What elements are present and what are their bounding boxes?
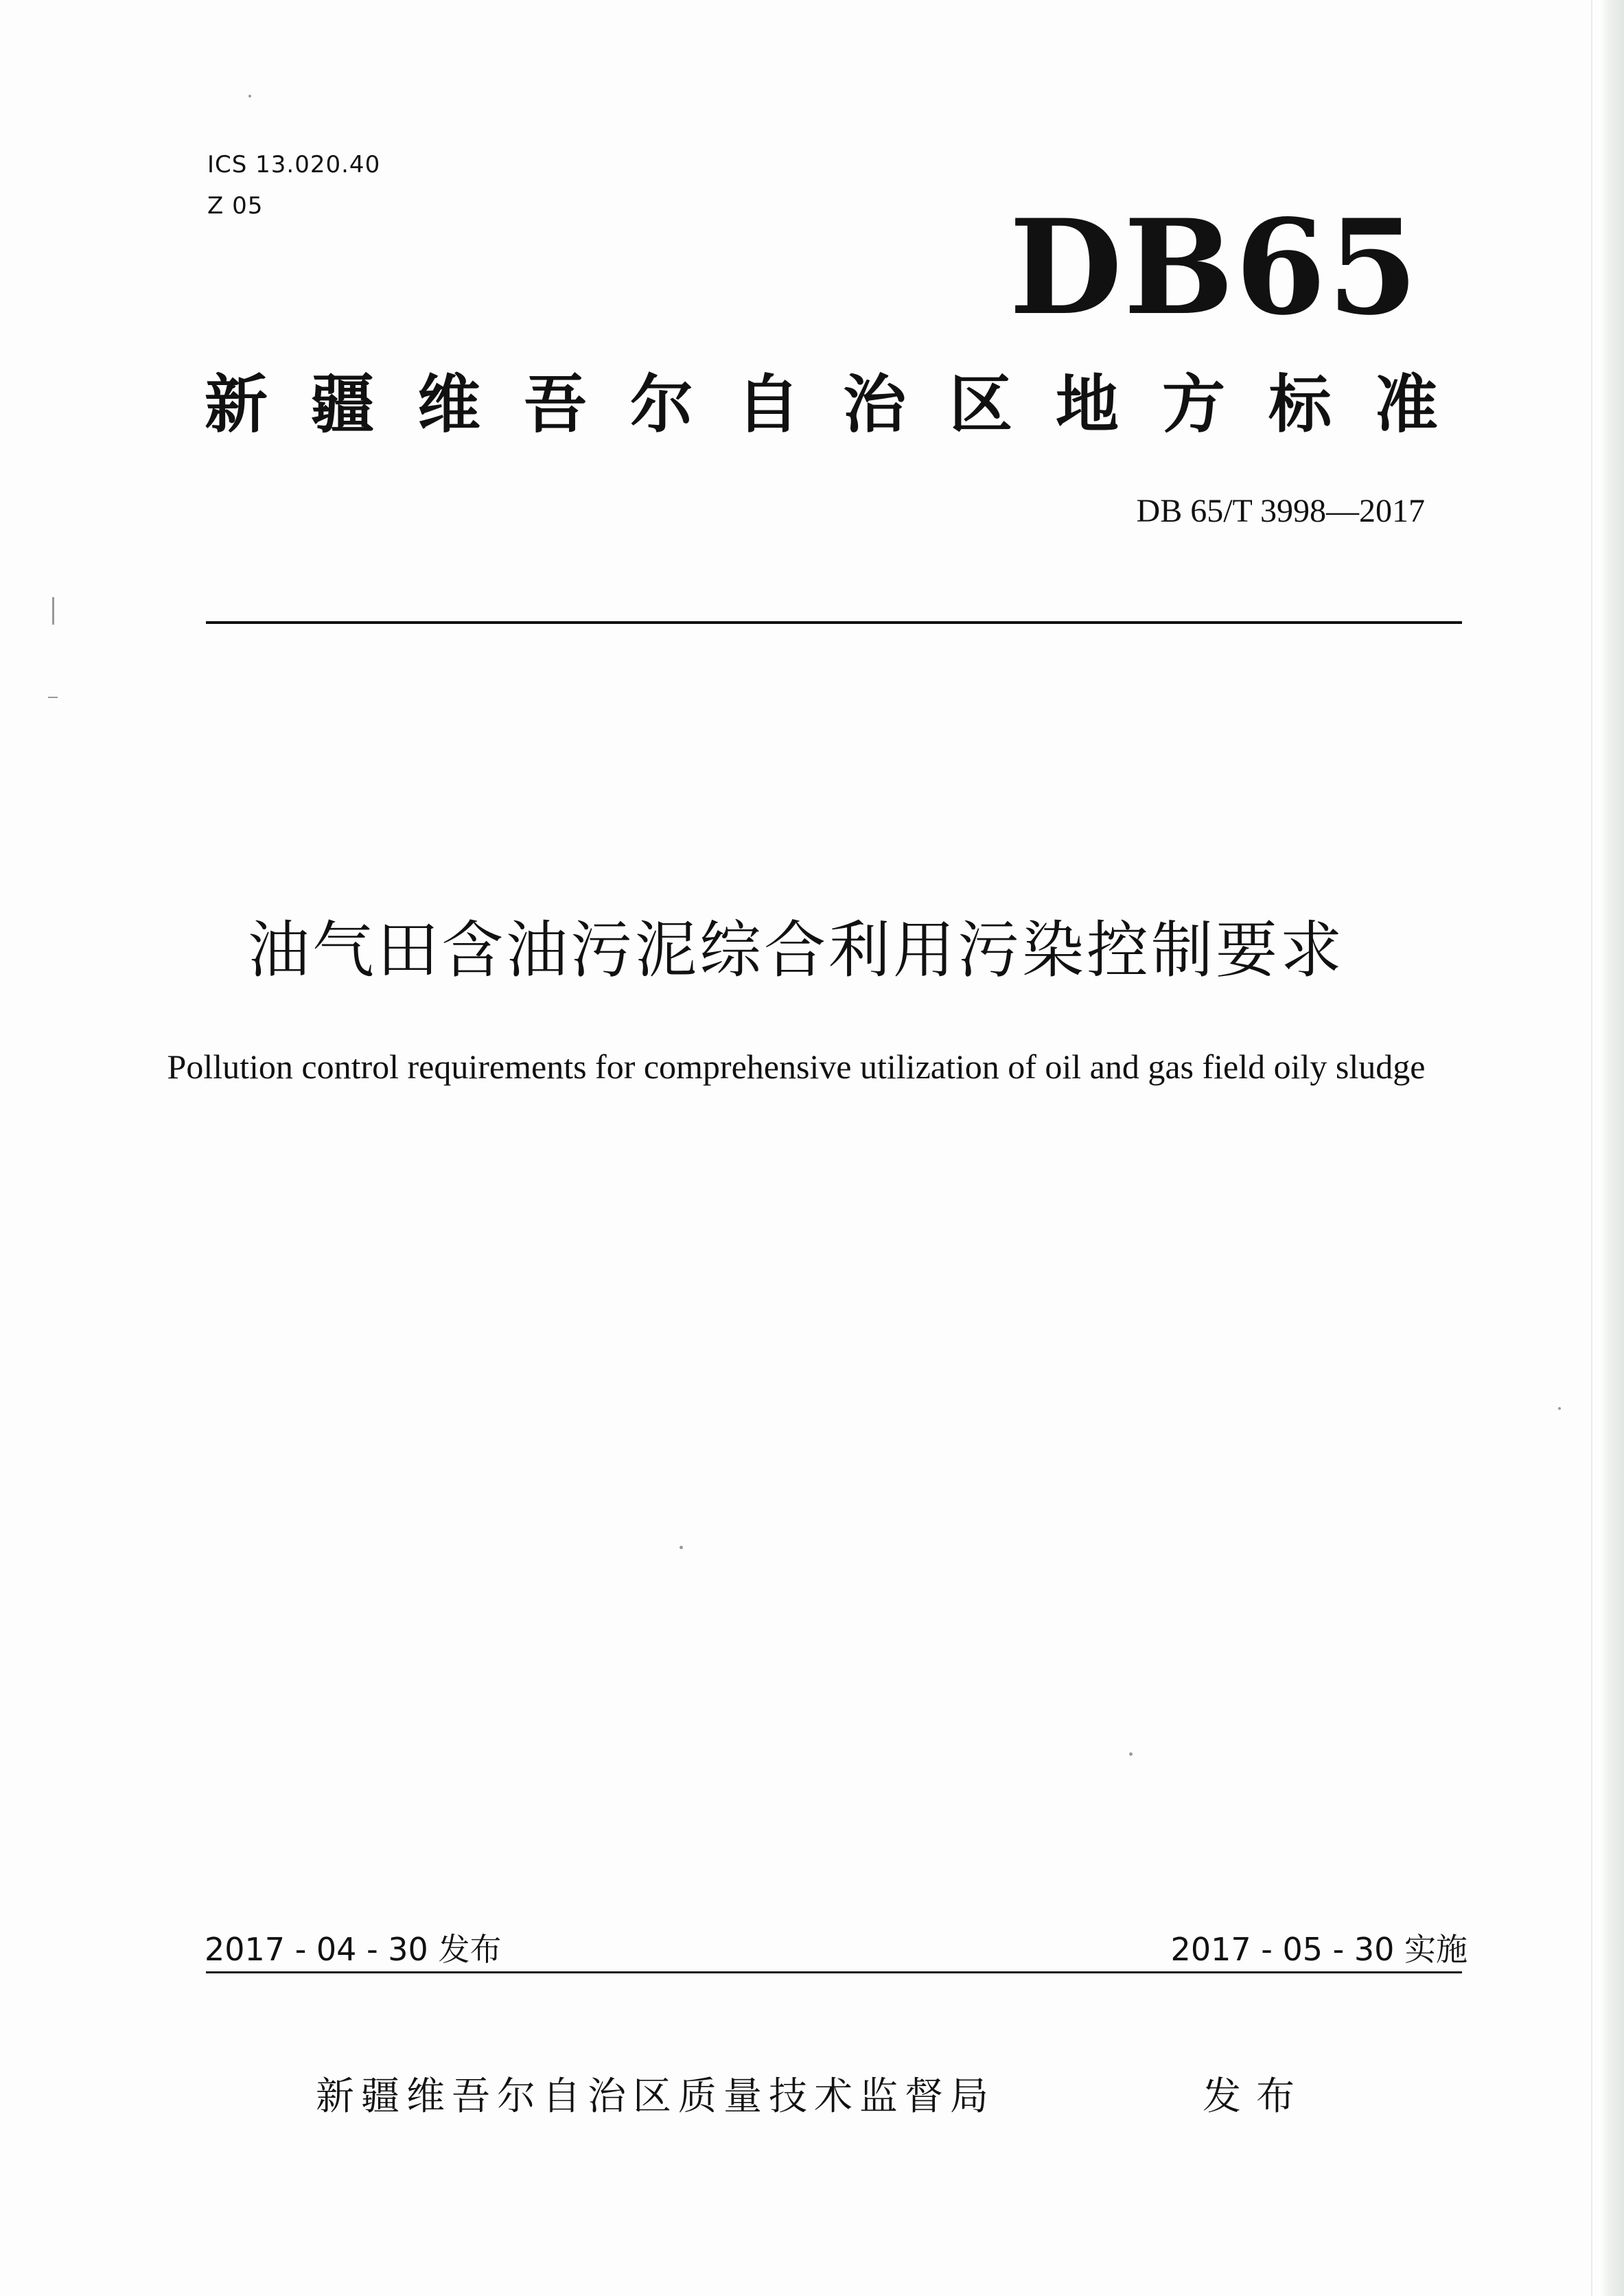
top-divider bbox=[206, 621, 1462, 624]
scan-edge-line bbox=[1591, 0, 1592, 2296]
bottom-divider bbox=[206, 1971, 1462, 1973]
title-chinese: 油气田含油污泥综合利用污染控制要求 bbox=[248, 914, 1345, 986]
scan-speck bbox=[248, 95, 251, 97]
standard-number: DB 65/T 3998—2017 bbox=[1136, 493, 1425, 529]
db-code-mark: DB65 bbox=[1009, 191, 1419, 344]
standard-type-heading: 新疆维吾尔自治区地方标准 bbox=[205, 368, 1482, 441]
scan-speck bbox=[680, 1546, 683, 1549]
scan-speck bbox=[1558, 1407, 1561, 1410]
publish-date: 2017 - 04 - 30 发布 bbox=[205, 1931, 502, 1968]
effective-date: 2017 - 05 - 30 实施 bbox=[1170, 1931, 1468, 1968]
scan-edge bbox=[1599, 0, 1624, 2296]
ccs-code: Z 05 bbox=[207, 192, 264, 220]
classification-codes bbox=[207, 144, 380, 227]
title-english: Pollution control requirements for comprehensive utilization of oil and gas field oily sludge bbox=[167, 1047, 1426, 1086]
scan-mark bbox=[52, 597, 54, 625]
issuing-authority: 新疆维吾尔自治区质量技术监督局 bbox=[316, 2074, 995, 2119]
scan-mark bbox=[48, 697, 58, 698]
date-row bbox=[205, 1925, 1468, 1973]
ics-code: ICS 13.020.40 bbox=[207, 151, 381, 178]
issue-label: 发布 bbox=[1203, 2074, 1310, 2119]
scan-speck bbox=[1129, 1752, 1133, 1756]
